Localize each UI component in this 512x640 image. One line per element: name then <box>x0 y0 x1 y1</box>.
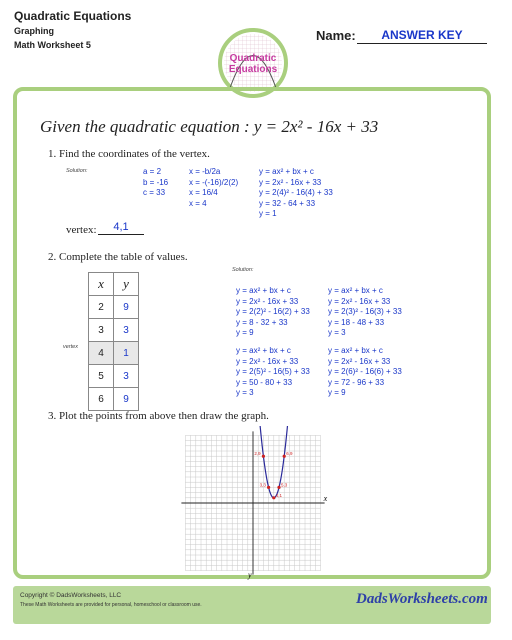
svg-text:x: x <box>323 494 328 503</box>
q3-prompt: 3. Plot the points from above then draw the graph. <box>48 410 269 422</box>
svg-text:Equations: Equations <box>228 64 278 75</box>
svg-text:Quadratic: Quadratic <box>229 53 277 64</box>
work-block-x5: y = ax² + bx + c y = 2x² - 16x + 33 y = 2(5)² - 16(5) + 33 y = 50 - 80 + 33 y = 3 <box>236 346 310 397</box>
values-table <box>88 272 139 411</box>
table-header-y: y <box>114 273 139 296</box>
q1-solution-label: Solution: <box>66 168 88 174</box>
q1-x-work: x = -b/2a x = -(-16)/2(2) x = 16/4 x = 4 <box>189 167 239 208</box>
plot-point-label-1: 3,3 <box>259 482 266 488</box>
work-block-x2: y = ax² + bx + c y = 2x² - 16x + 33 y = 2(2)² - 16(2) + 33 y = 8 - 32 + 33 y = 9 <box>236 286 310 337</box>
work-block-x6: y = ax² + bx + c y = 2x² - 16x + 33 y = 2(6)² - 16(6) + 33 y = 72 - 96 + 33 y = 9 <box>328 346 402 397</box>
plot-point-0 <box>262 455 265 458</box>
table-row: 6 9 <box>89 388 139 411</box>
vertex-row-label: vertex <box>63 344 78 350</box>
copyright-text: Copyright © DadsWorksheets, LLC <box>20 592 122 599</box>
table-header-x: x <box>89 273 114 296</box>
coordinate-graph <box>178 426 328 586</box>
name-value: ANSWER KEY <box>381 28 463 42</box>
q1-prompt: 1. Find the coordinates of the vertex. <box>48 148 210 160</box>
q2-prompt: 2. Complete the table of values. <box>48 251 188 263</box>
plot-point-label-3: 5,3 <box>281 482 288 488</box>
main-question: Given the quadratic equation : y = 2x² - 16x + 33 <box>40 117 379 136</box>
table-row: 4 1 <box>89 342 139 365</box>
plot-point-1 <box>267 486 270 489</box>
plot-point-label-0: 2,9 <box>254 451 261 457</box>
vertex-answer-line <box>98 234 144 235</box>
table-row: 2 9 <box>89 296 139 319</box>
dadsworksheets-logo: DadsWorksheets.com <box>356 591 488 607</box>
work-block-x3: y = ax² + bx + c y = 2x² - 16x + 33 y = 2(3)² - 16(3) + 33 y = 18 - 48 + 33 y = 3 <box>328 286 402 337</box>
worksheet-number: Math Worksheet 5 <box>14 40 91 50</box>
q2-solution-label: Solution: <box>232 267 254 273</box>
plot-point-label-4: 6,9 <box>286 451 293 457</box>
svg-text:y: y <box>248 570 252 580</box>
table-row: 3 3 <box>89 319 139 342</box>
vertex-answer: 4,1 <box>113 221 129 233</box>
q1-y-work: y = ax² + bx + c y = 2x² - 16x + 33 y = 2(4)² - 16(4) + 33 y = 32 - 64 + 33 y = 1 <box>259 167 333 218</box>
name-line <box>357 43 487 44</box>
name-label: Name: <box>316 28 356 43</box>
worksheet-subtitle: Graphing <box>14 26 54 36</box>
usage-note: These Math Worksheets are provided for personal, homeschool or classroom use. <box>20 602 202 608</box>
table-row: 5 3 <box>89 365 139 388</box>
worksheet-title: Quadratic Equations <box>14 9 132 23</box>
vertex-label: vertex: <box>66 224 97 236</box>
q1-coefficients: a = 2 b = -16 c = 33 <box>143 167 169 197</box>
plot-point-label-2: 4,1 <box>275 492 283 498</box>
